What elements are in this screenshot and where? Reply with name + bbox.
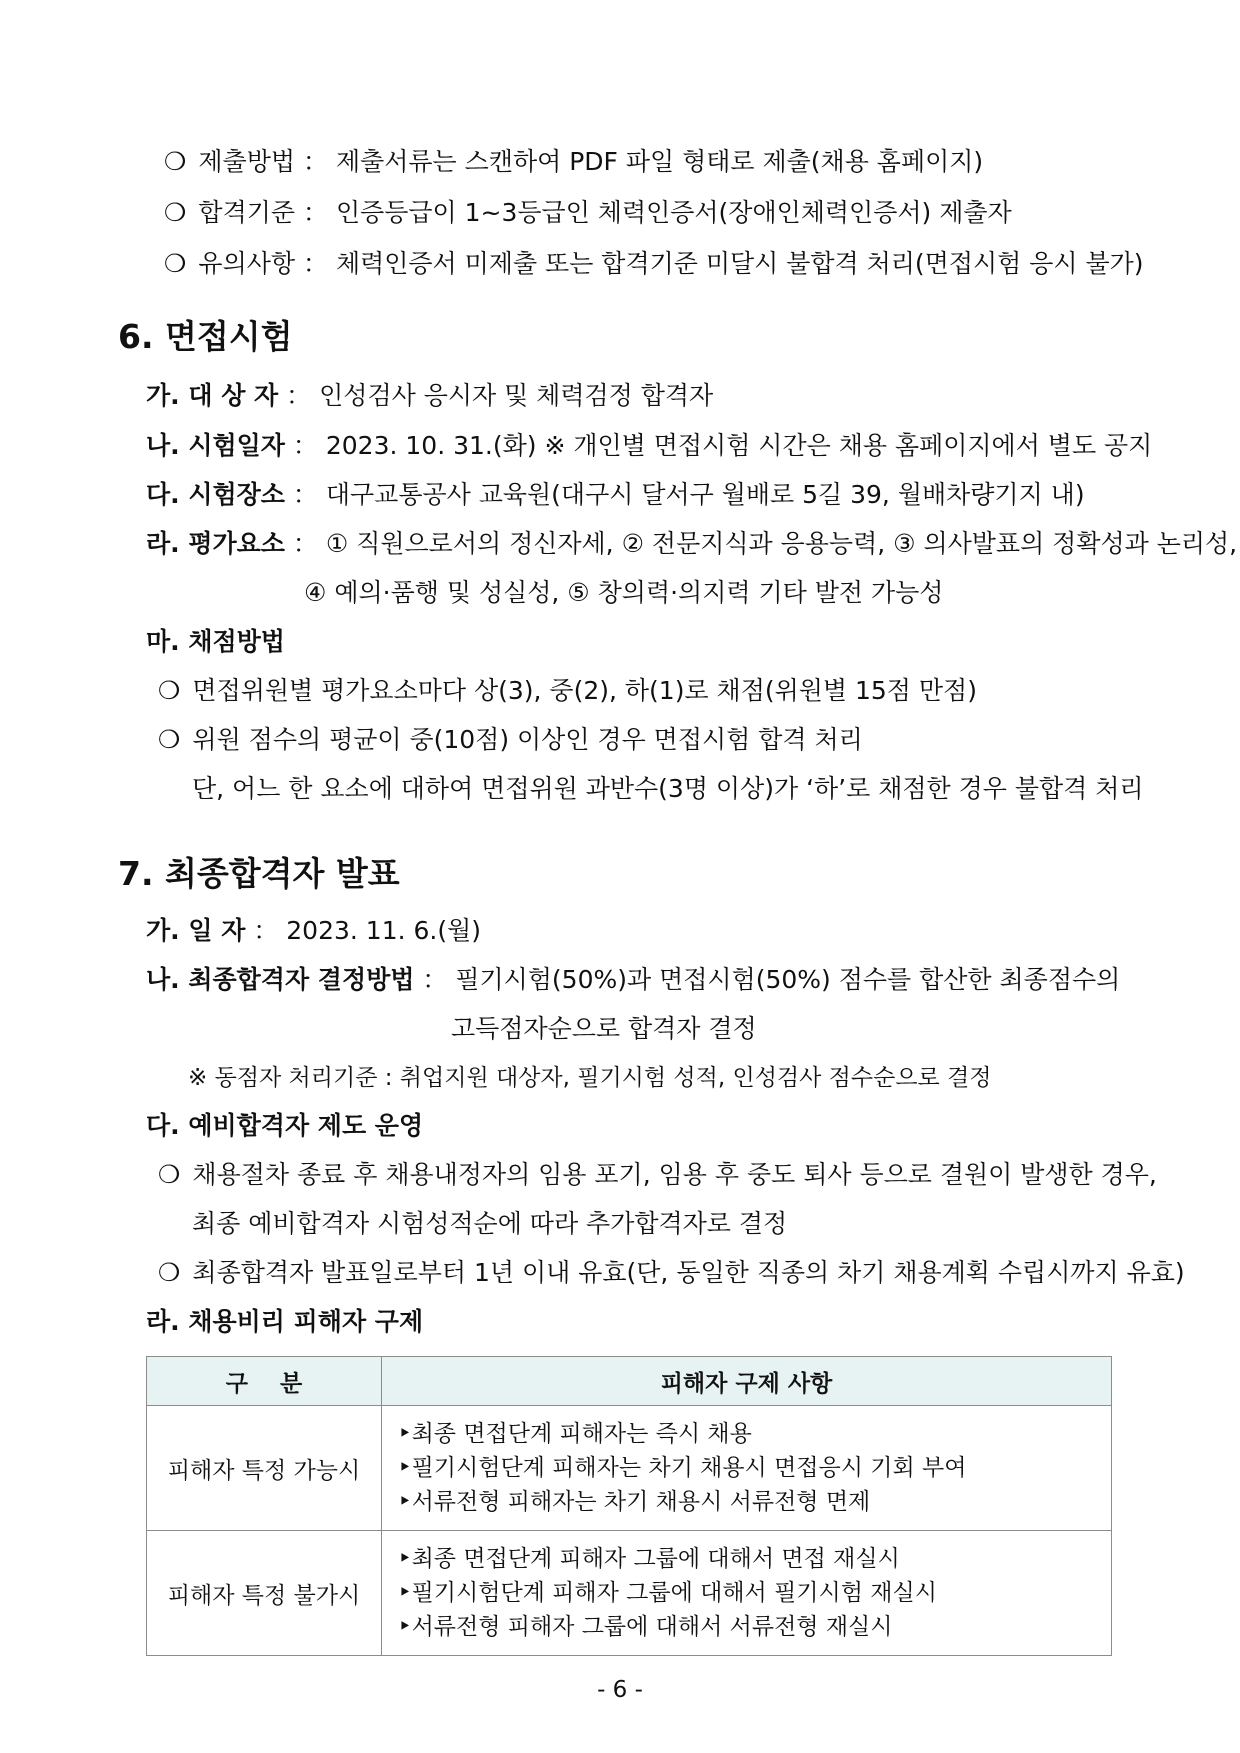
bullet-pass-criteria: ❍ 합격기준 ： 인증등급이 1~3등급인 체력인증서(장애인체력인증서) 제출자	[164, 196, 1012, 230]
list-item: ‣필기시험단계 피해자 그룹에 대해서 필기시험 재실시	[398, 1580, 937, 1606]
bullet-circle-icon: ❍	[158, 1258, 181, 1287]
table-header-relief: 피해자 구제 사항	[382, 1357, 1112, 1406]
s7-tie-rule-note: ※ 동점자 처리기준 : 취업지원 대상자, 필기시험 성적, 인성검사 점수순으로 결정	[188, 1065, 992, 1091]
s6-scoring-note: 단, 어느 한 요소에 대하여 면접위원 과반수(3명 이상)가 ‘하’로 채점한 경우 불합격 처리	[192, 774, 1144, 803]
s6-evaluation-elements-cont: ④ 예의·품행 및 성실성, ⑤ 창의력·의지력 기타 발전 가능성	[304, 578, 944, 607]
s7-reserve-bullet-1-cont: 최종 예비합격자 시험성적순에 따라 추가합격자로 결정	[192, 1209, 788, 1238]
table-cell-items	[382, 1406, 1112, 1531]
s7-date: 가. 일 자 ： 2023. 11. 6.(월)	[146, 916, 482, 945]
table-header-category: 구 분	[147, 1357, 382, 1406]
section-7-title: 7. 최종합격자 발표	[118, 854, 400, 893]
list-item: ‣필기시험단계 피해자는 차기 채용시 면접응시 기회 부여	[398, 1455, 967, 1481]
s7-decision-method-cont: 고득점자순으로 합격자 결정	[451, 1014, 757, 1043]
list-item: ‣서류전형 피해자는 차기 채용시 서류전형 면제	[398, 1489, 871, 1515]
table-cell-items	[382, 1531, 1112, 1656]
bullet-circle-icon: ❍	[158, 725, 181, 754]
s6-target: 가. 대 상 자 ： 인성검사 응시자 및 체력검정 합격자	[146, 381, 714, 410]
s7-victim-relief-heading: 라. 채용비리 피해자 구제	[146, 1307, 424, 1336]
bullet-circle-icon: ❍	[164, 147, 187, 176]
bullet-circle-icon: ❍	[164, 198, 187, 227]
list-item: ‣최종 면접단계 피해자 그룹에 대해서 면접 재실시	[398, 1546, 900, 1572]
victim-relief-table	[146, 1356, 1112, 1656]
s6-exam-location: 다. 시험장소 ： 대구교통공사 교육원(대구시 달서구 월배로 5길 39, 월배차량기지 내)	[146, 480, 1085, 509]
s6-scoring-heading: 마. 채점방법	[146, 627, 285, 656]
s7-reserve-heading: 다. 예비합격자 제도 운영	[146, 1111, 424, 1140]
s6-scoring-bullet-2: ❍ 위원 점수의 평균이 중(10점) 이상인 경우 면접시험 합격 처리	[158, 723, 863, 757]
bullet-circle-icon: ❍	[158, 676, 181, 705]
table-header-row	[147, 1357, 1112, 1406]
s6-evaluation-elements: 라. 평가요소 ： ① 직원으로서의 정신자세, ② 전문지식과 응용능력, ③ 의사발표의 정확성과 논리성,	[146, 529, 1238, 558]
section-6-title: 6. 면접시험	[118, 317, 293, 356]
s6-exam-date: 나. 시험일자 ： 2023. 10. 31.(화) ※ 개인별 면접시험 시간은 채용 홈페이지에서 별도 공지	[146, 431, 1153, 460]
s7-reserve-bullet-1: ❍ 채용절차 종료 후 채용내정자의 임용 포기, 임용 후 중도 퇴사 등으로 결원이 발생한 경우,	[158, 1158, 1157, 1192]
list-item: ‣서류전형 피해자 그룹에 대해서 서류전형 재실시	[398, 1614, 893, 1640]
page-number: - 6 -	[597, 1677, 643, 1703]
s7-decision-method: 나. 최종합격자 결정방법 ： 필기시험(50%)과 면접시험(50%) 점수를 합산한 최종점수의	[146, 965, 1121, 994]
list-item: ‣최종 면접단계 피해자는 즉시 채용	[398, 1421, 752, 1447]
s7-reserve-bullet-2: ❍ 최종합격자 발표일로부터 1년 이내 유효(단, 동일한 직종의 차기 채용계획 수립시까지 유효)	[158, 1256, 1185, 1290]
table-row	[147, 1531, 1112, 1656]
table-row	[147, 1406, 1112, 1531]
bullet-notes: ❍ 유의사항 ： 체력인증서 미제출 또는 합격기준 미달시 불합격 처리(면접시험 응시 불가)	[164, 247, 1144, 281]
bullet-submission-method: ❍ 제출방법 ： 제출서류는 스캔하여 PDF 파일 형태로 제출(채용 홈페이지)	[164, 145, 983, 179]
bullet-circle-icon: ❍	[164, 249, 187, 278]
table-cell-category: 피해자 특정 가능시	[147, 1406, 382, 1531]
bullet-circle-icon: ❍	[158, 1160, 181, 1189]
table-cell-category: 피해자 특정 불가시	[147, 1531, 382, 1656]
s6-scoring-bullet-1: ❍ 면접위원별 평가요소마다 상(3), 중(2), 하(1)로 채점(위원별 15점 만점)	[158, 674, 977, 708]
